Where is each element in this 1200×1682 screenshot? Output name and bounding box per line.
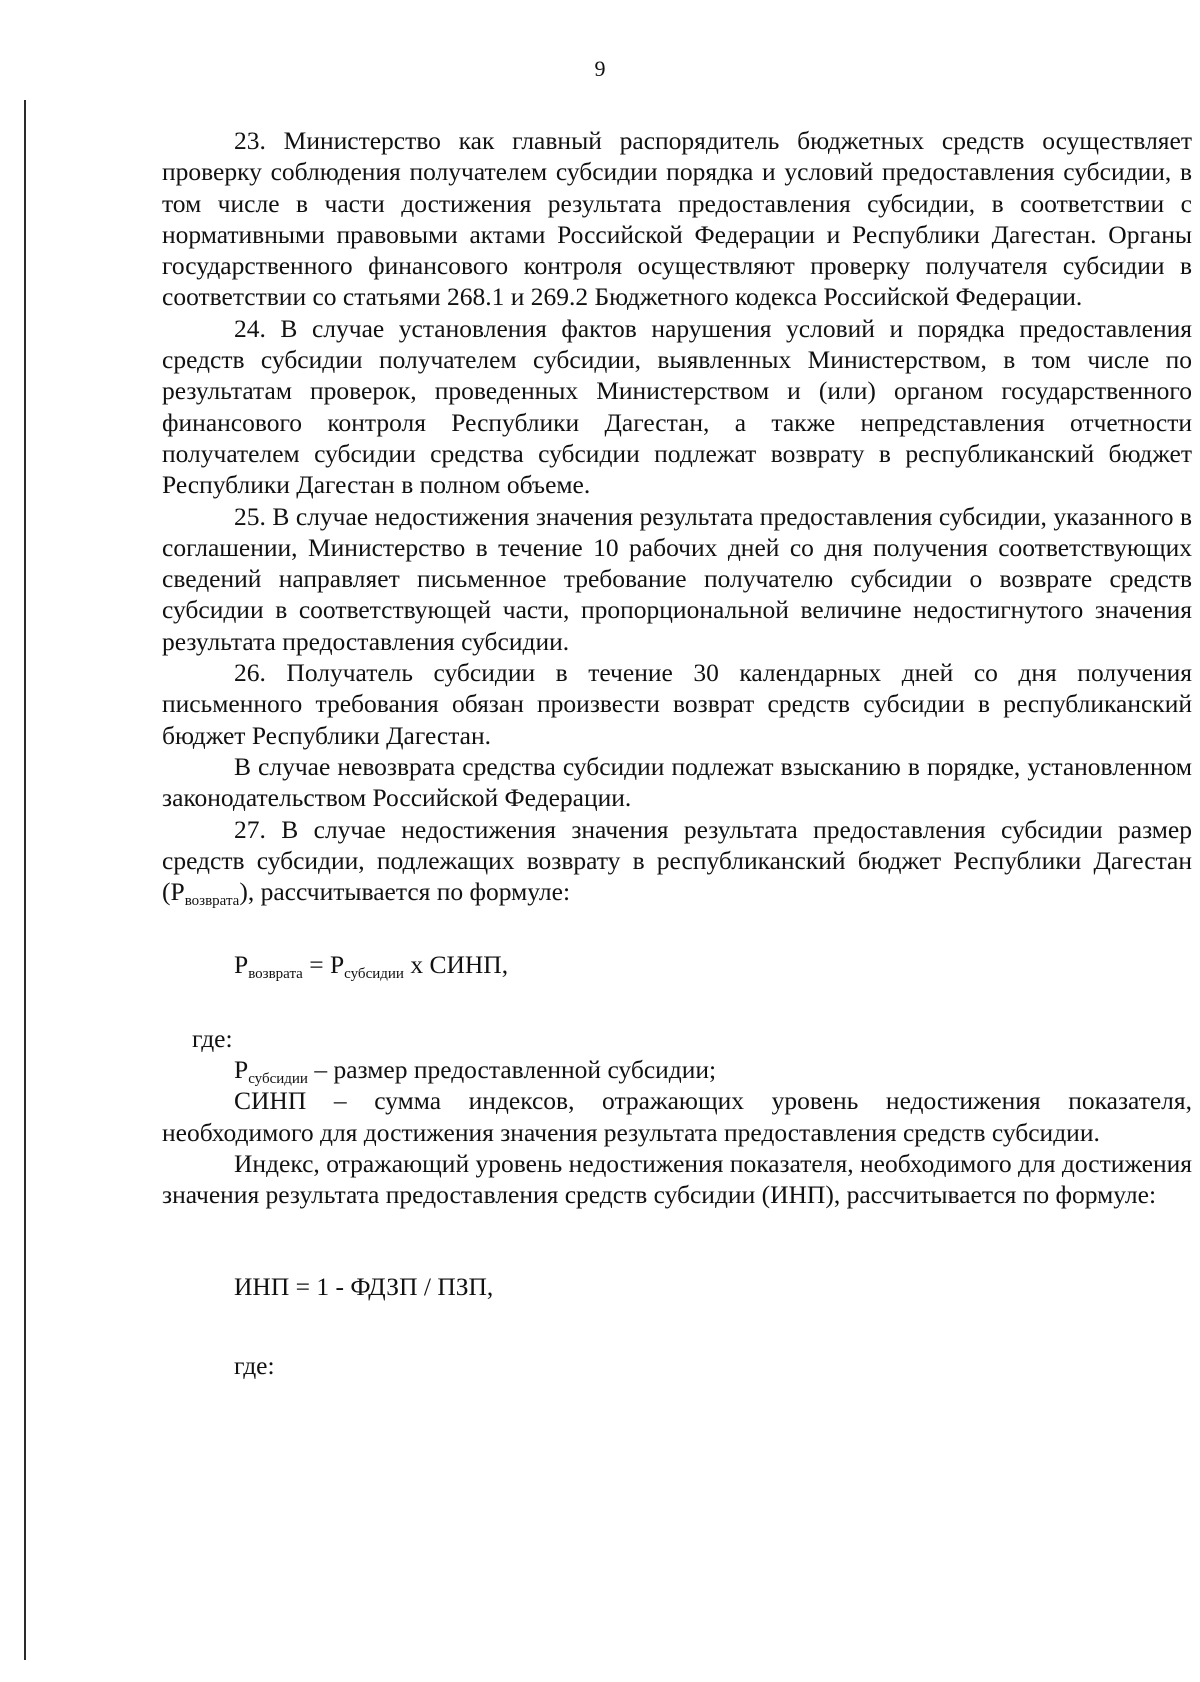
paragraph-25: 25. В случае недостижения значения результата предоставления субсидии, указанного в соглашении, Министерство в течение 10 рабочих дней со дня получения соответствующих сведений направляет письменное требование получателю субсидии о возврате средств субсидии в соответствующей части, пропорциональной величине недостигнутого значения результата предоставления субсидии. [162, 501, 1192, 656]
formula-refund [162, 949, 1192, 983]
paragraph-27-subscript: возврата [184, 893, 240, 910]
where-label-2: где: [234, 1350, 275, 1380]
page-number: 9 [594, 56, 606, 81]
definition-subsidy [162, 1054, 1192, 1088]
paragraph-27-text-b: ), рассчитывается по формуле: [239, 877, 571, 907]
formula-refund-lhs: Р [234, 950, 249, 980]
paragraph-27-text-a: 27. В случае недостижения значения результата предоставления субсидии размер средств субсидии, подлежащих возврату в республиканский бюджет Республики Дагестан (Р [162, 814, 1192, 907]
formula-refund-mid-subscript: субсидии [344, 966, 404, 983]
scan-edge-line [24, 100, 26, 1660]
formula-refund-rhs: х СИНП, [403, 950, 509, 980]
formula-refund-mid: = Р [302, 950, 345, 980]
definition-sinp: СИНП – сумма индексов, отражающих уровень недостижения показателя, необходимого для достижения значения результата предоставления средств субсидии. [162, 1086, 1192, 1147]
formula-inp: ИНП = 1 - ФДЗП / ПЗП, [234, 1271, 494, 1301]
paragraph-26: 26. Получатель субсидии в течение 30 календарных дней со дня получения письменного требования обязан произвести возврат средств субсидии в республиканский бюджет Республики Дагестан. [162, 658, 1192, 750]
paragraph-26-continued: В случае невозврата средства субсидии подлежат взысканию в порядке, установленном законодательством Российской Федерации. [162, 751, 1192, 813]
definition-inp-intro: Индекс, отражающий уровень недостижения показателя, необходимого для достижения значения результата предоставления средств субсидии (ИНП), рассчитывается по формуле: [162, 1148, 1192, 1210]
document-body [162, 125, 1192, 1381]
formula-refund-lhs-subscript: возврата [248, 966, 303, 983]
paragraph-23: 23. Министерство как главный распорядитель бюджетных средств осуществляет проверку соблюдения получателем субсидии порядка и условий предоставления субсидии, в том числе в части достижения результата предоставления субсидии, в соответствии с нормативными правовыми актами Российской Федерации и Республики Дагестан. Органы государственного финансового контроля осуществляют проверку получателя субсидии в соответствии со статьями 268.1 и 269.2 Бюджетного кодекса Российской Федерации. [162, 126, 1192, 312]
definition-subsidy-symbol: Р [234, 1055, 249, 1085]
paragraph-27 [162, 814, 1192, 908]
paragraph-24: 24. В случае установления фактов нарушения условий и порядка предоставления средств субсидии получателем субсидии, выявленных Министерством, в том числе по результатам проверок, проведенных Министерством и (или) органом государственного финансового контроля Республики Дагестан, а также непредставления отчетности получателем субсидии средства субсидии подлежат возврату в республиканский бюджет Республики Дагестан в полном объеме. [162, 313, 1192, 500]
definition-subsidy-subscript: субсидии [248, 1071, 308, 1088]
where-label-1: где: [192, 1023, 233, 1053]
definition-subsidy-text: – размер предоставленной субсидии; [307, 1055, 717, 1085]
